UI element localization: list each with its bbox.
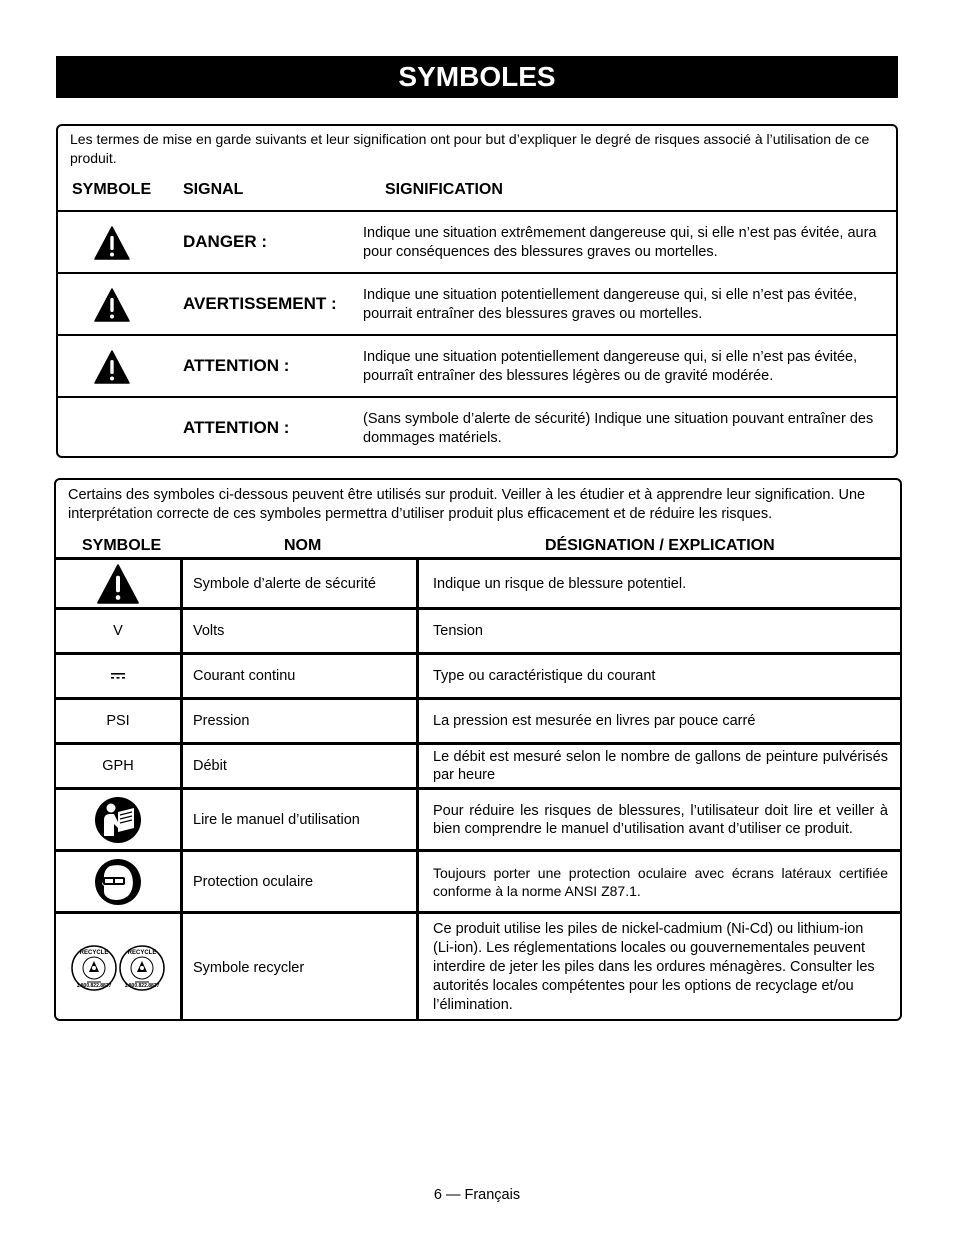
table-row [56,697,900,742]
warning-triangle-icon [94,288,130,322]
symbol-cell: V [56,610,183,652]
name-cell: Volts [183,610,419,652]
signal-label: ATTENTION : [183,418,290,437]
signal-row-attention-property [58,396,896,458]
symbols-intro: Certains des symboles ci-dessous peuvent être utilisés sur produit. Veiller à les étudier et à apprendre leur signification. Une interprétation correcte de ces symboles permettra d’utiliser produit plus efficacement et de réduire les risques. [68,487,866,522]
signal-description: (Sans symbole d’alerte de sécurité) Indique une situation pouvant entraîner des dommages matériels. [363,411,874,446]
signal-words-box [56,124,898,458]
symbol-cell [56,852,183,911]
explanation-cell: Ce produit utilise les piles de nickel-cadmium (Ni-Cd) ou lithium-ion (Li-ion). Les réglementations locales ou gouvernementales peuvent interdire de jeter les piles dans les ordures ménagères. Consulter les autorités locales compétentes pour les options de recyclage et/ou l’élimination. [433,921,875,1013]
explanation-cell: Pour réduire les risques de blessures, l’utilisateur doit lire et veiller à bien comprendre le manuel d’utilisation avant d’utiliser ce produit. [433,802,888,837]
signal-label: AVERTISSEMENT : [183,294,337,313]
name-cell: Protection oculaire [183,852,419,911]
header-designation: DÉSIGNATION / EXPLICATION [545,537,775,554]
table-row [56,742,900,787]
recycle-seal-top-text: RECYCLE [127,949,157,956]
recycle-seal-top-text: RECYCLE [79,949,109,956]
symbol-cell [56,790,183,849]
warning-triangle-icon [94,350,130,384]
explanation-cell: La pression est mesurée en livres par pouce carré [433,713,756,729]
signal-description: Indique une situation extrêmement dangereuse qui, si elle n’est pas évitée, aura pour conséquences des blessures graves ou mortelles. [363,225,877,260]
signal-label: DANGER : [183,232,268,251]
name-cell: Courant continu [183,655,419,697]
signal-intro: Les termes de mise en garde suivants et leur signification ont pour but d’expliquer le degré de risques associé à l’utilisation de ce produit. [70,131,870,166]
table-row [56,557,900,607]
explanation-cell: Type ou caractéristique du courant [433,668,656,684]
table-row [56,607,900,652]
header-symbole: SYMBOLE [82,537,162,554]
symbol-cell: PSI [56,700,183,742]
signal-description: Indique une situation potentiellement dangereuse qui, si elle n’est pas évitée, pourraît entraîner des blessures légères ou de gravité modérée. [363,349,858,384]
direct-current-icon [111,672,125,680]
symbols-box [54,478,902,1021]
explanation-cell: Le débit est mesuré selon le nombre de gallons de peinture pulvérisés par heure [433,749,888,783]
table-row [56,911,900,1021]
eye-protection-icon [94,858,142,906]
signal-label: ATTENTION : [183,356,290,375]
page-footer: 6 — Français [433,1187,521,1203]
header-nom: NOM [284,537,322,554]
signal-row-avertissement [58,272,896,336]
warning-triangle-icon [94,226,130,260]
explanation-cell: Tension [433,623,483,639]
read-manual-icon [94,796,142,844]
signal-row-attention [58,334,896,398]
explanation-cell: Indique un risque de blessure potentiel. [433,575,687,592]
explanation-cell: Toujours porter une protection oculaire avec écrans latéraux certifiée conforme à la norme ANSI Z87.1. [433,864,888,899]
symbol-cell [56,914,183,1021]
symbol-cell: GPH [56,745,183,787]
table-row [56,787,900,849]
header-signification: SIGNIFICATION [385,181,503,198]
name-cell: Lire le manuel d’utilisation [183,790,419,849]
table-row [56,849,900,911]
page-title: SYMBOLES [56,56,898,98]
recycle-seal-icon [70,944,166,992]
recycle-seal-bottom-text: 1.800.822.8837 [76,982,112,989]
name-cell: Symbole recycler [183,914,419,1021]
symbol-cell [56,655,183,697]
signal-description: Indique une situation potentiellement dangereuse qui, si elle n’est pas évitée, pourrait entraîner des blessures graves ou mortelles. [363,287,858,322]
name-cell: Débit [183,745,419,787]
signal-row-danger [58,210,896,274]
name-cell: Pression [183,700,419,742]
name-cell: Symbole d’alerte de sécurité [183,560,419,607]
warning-triangle-icon [96,564,140,604]
header-symbole: SYMBOLE [72,181,152,198]
symbol-cell [56,560,183,607]
recycle-seal-bottom-text: 1.800.822.8837 [124,982,160,989]
table-row [56,652,900,697]
header-signal: SIGNAL [183,181,244,198]
